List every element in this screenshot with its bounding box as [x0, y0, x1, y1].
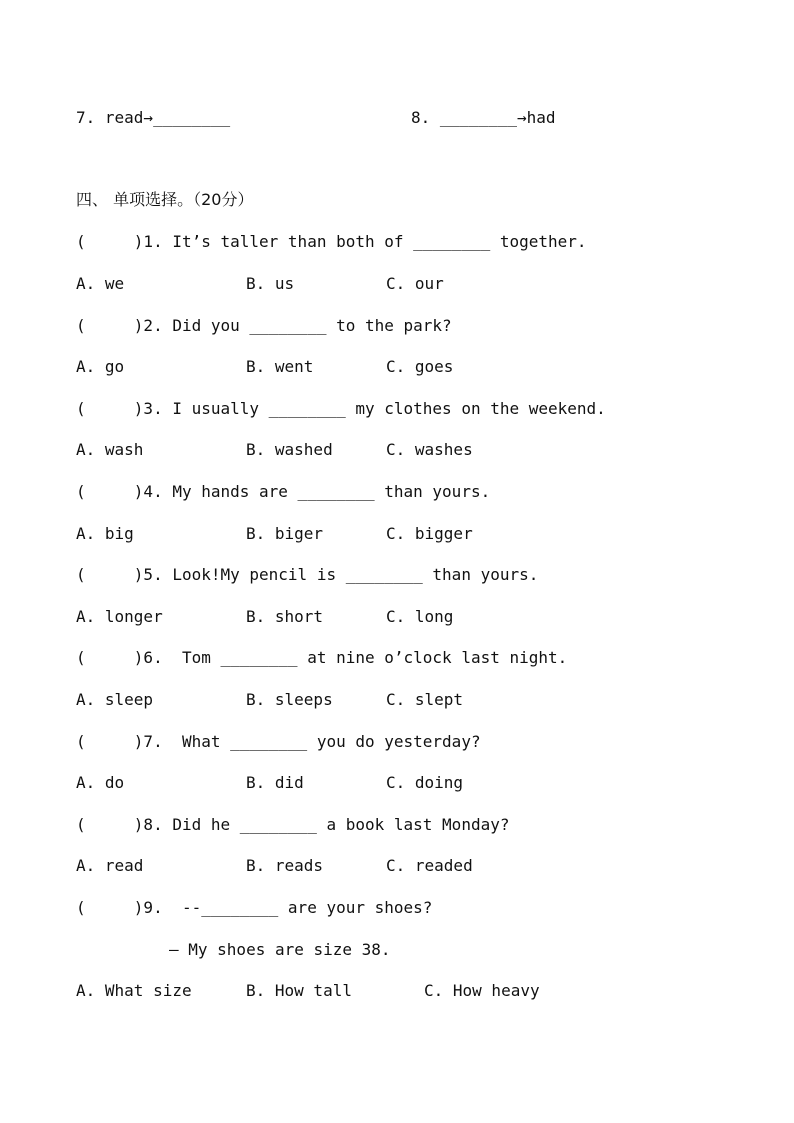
- q4-option-b: B. biger: [246, 524, 324, 543]
- q4-option-c: C. bigger: [386, 524, 473, 543]
- fill-item-7: 7. read→________: [76, 108, 231, 127]
- question-4: ( )4. My hands are ________ than yours.: [76, 482, 491, 501]
- q7-option-b: B. did: [246, 773, 304, 792]
- q6-option-a: A. sleep: [76, 690, 154, 709]
- q3-option-b: B. washed: [246, 440, 333, 459]
- q6-option-c: C. slept: [386, 690, 464, 709]
- question-6: ( )6. Tom ________ at nine o’clock last night.: [76, 648, 568, 667]
- q9-option-c: C. How heavy: [424, 981, 540, 1000]
- question-9: ( )9. --________ are your shoes?: [76, 898, 433, 917]
- q7-option-a: A. do: [76, 773, 125, 792]
- q8-option-c: C. readed: [386, 856, 473, 875]
- q5-option-c: C. long: [386, 607, 454, 626]
- q8-option-a: A. read: [76, 856, 144, 875]
- q2-option-b: B. went: [246, 357, 314, 376]
- q3-option-c: C. washes: [386, 440, 473, 459]
- q2-option-c: C. goes: [386, 357, 454, 376]
- question-3: ( )3. I usually ________ my clothes on the weekend.: [76, 399, 606, 418]
- q9-answer-line: — My shoes are size 38.: [169, 940, 391, 959]
- q9-option-b: B. How tall: [246, 981, 352, 1000]
- question-8: ( )8. Did he ________ a book last Monday?: [76, 815, 510, 834]
- q4-option-a: A. big: [76, 524, 134, 543]
- q1-option-a: A. we: [76, 274, 125, 293]
- q6-option-b: B. sleeps: [246, 690, 333, 709]
- q5-option-b: B. short: [246, 607, 324, 626]
- question-2: ( )2. Did you ________ to the park?: [76, 316, 452, 335]
- question-5: ( )5. Look!My pencil is ________ than yours.: [76, 565, 539, 584]
- q7-option-c: C. doing: [386, 773, 464, 792]
- q1-option-c: C. our: [386, 274, 444, 293]
- q3-option-a: A. wash: [76, 440, 144, 459]
- fill-item-8: 8. ________→had: [411, 108, 556, 127]
- q1-option-b: B. us: [246, 274, 295, 293]
- q5-option-a: A. longer: [76, 607, 163, 626]
- q8-option-b: B. reads: [246, 856, 324, 875]
- section-title: 四、 单项选择。（20分）: [76, 190, 254, 209]
- q2-option-a: A. go: [76, 357, 125, 376]
- question-1: ( )1. It’s taller than both of ________ together.: [76, 232, 587, 251]
- q9-option-a: A. What size: [76, 981, 192, 1000]
- question-7: ( )7. What ________ you do yesterday?: [76, 732, 481, 751]
